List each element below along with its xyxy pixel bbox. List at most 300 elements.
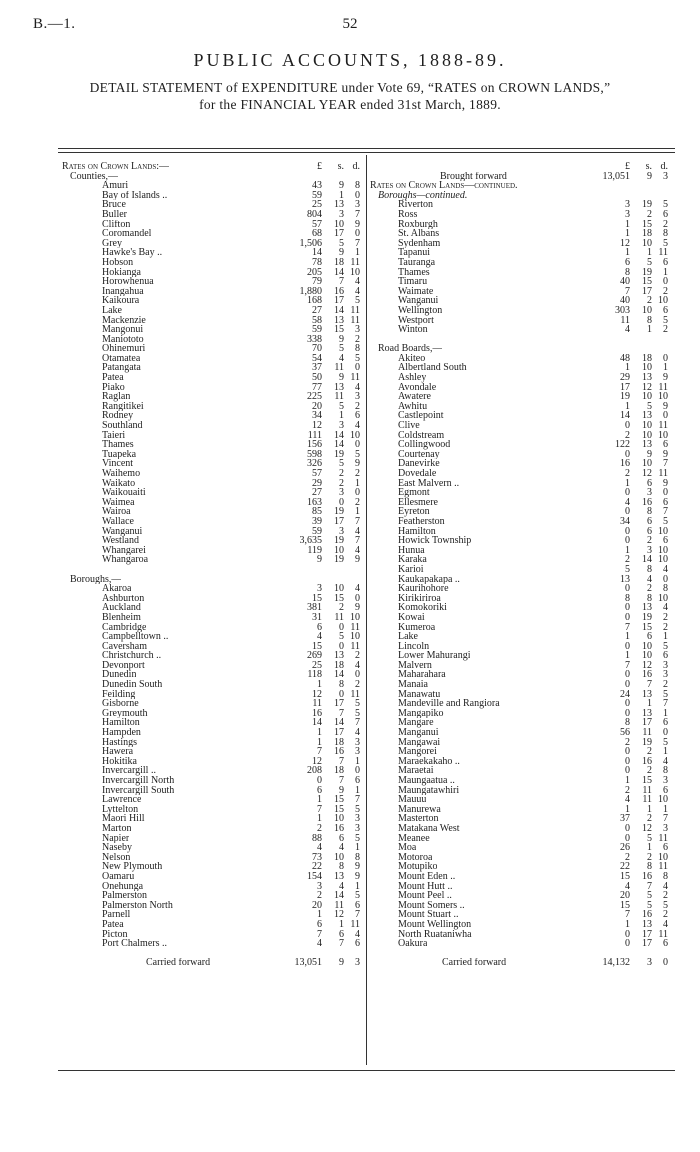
total-value: 13,051 bbox=[294, 957, 322, 969]
pence-value: 0 bbox=[663, 276, 668, 288]
pounds-value: 0 bbox=[625, 602, 630, 614]
table-row bbox=[370, 613, 678, 623]
pounds-value: 269 bbox=[307, 650, 322, 662]
pence-value: 1 bbox=[355, 784, 360, 796]
boroughs-continued-heading-label: Boroughs—continued. bbox=[378, 190, 468, 201]
pence-value: 1 bbox=[355, 477, 360, 489]
entry-name: Wairoa bbox=[102, 507, 131, 517]
table-row bbox=[370, 239, 678, 249]
table-row bbox=[62, 930, 370, 940]
shillings-value: 6 bbox=[647, 525, 652, 537]
shillings-value: 7 bbox=[339, 938, 344, 950]
table-row bbox=[62, 594, 370, 604]
pounds-value: 1 bbox=[625, 650, 630, 662]
pence-value: 7 bbox=[355, 794, 360, 806]
pounds-value: 20 bbox=[620, 890, 630, 902]
entry-name: Hawera bbox=[102, 747, 134, 757]
pence-value: 3 bbox=[355, 822, 360, 834]
pounds-value: 25 bbox=[312, 659, 322, 671]
entry-name: Hampden bbox=[102, 728, 141, 738]
shillings-value: 13 bbox=[334, 870, 344, 882]
pence-value: 2 bbox=[663, 909, 668, 921]
table-row bbox=[62, 651, 370, 661]
pence-value: 6 bbox=[663, 717, 668, 729]
pence-value: 5 bbox=[355, 890, 360, 902]
entry-name: Tuapeka bbox=[102, 449, 137, 460]
pence-value: 3 bbox=[355, 813, 360, 825]
pounds-value: 2 bbox=[625, 468, 630, 479]
entry-name: Greymouth bbox=[102, 708, 148, 719]
pence-value: 11 bbox=[350, 621, 360, 633]
shillings-value: 13 bbox=[642, 410, 652, 422]
entry-name: Kaikoura bbox=[102, 296, 140, 306]
table-row bbox=[62, 613, 370, 623]
shillings-value: 5 bbox=[339, 631, 344, 643]
table-row bbox=[370, 728, 678, 738]
table-row bbox=[62, 795, 370, 805]
table-top-rule bbox=[58, 148, 675, 149]
pounds-value: 7 bbox=[625, 909, 630, 921]
pounds-value: 3 bbox=[317, 583, 322, 595]
entry-name: Hokitika bbox=[102, 756, 137, 767]
pounds-value: 12 bbox=[312, 420, 322, 432]
table-row bbox=[62, 920, 370, 930]
entry-name: Port Chalmers .. bbox=[102, 939, 167, 949]
entry-name: Bay of Islands .. bbox=[102, 190, 168, 201]
pence-value: 10 bbox=[350, 266, 360, 278]
shillings-value: 14 bbox=[334, 669, 344, 681]
entry-name: Hobson bbox=[102, 257, 134, 268]
entry-name: Piako bbox=[102, 382, 125, 393]
entry-name: Manganui bbox=[398, 728, 439, 738]
entry-name: St. Albans bbox=[398, 229, 440, 239]
shillings-value: 1 bbox=[647, 842, 652, 854]
pence-value: 5 bbox=[663, 314, 668, 326]
shillings-value: 15 bbox=[334, 803, 344, 815]
pence-value: 6 bbox=[663, 535, 668, 547]
table-row bbox=[62, 220, 370, 230]
pence-value: 8 bbox=[663, 765, 668, 777]
shillings-value: 15 bbox=[334, 324, 344, 336]
pounds-value: 326 bbox=[307, 458, 322, 470]
entry-name: Howick Township bbox=[398, 536, 472, 546]
shillings-value: 1 bbox=[647, 247, 652, 259]
entry-name: Waihemo bbox=[102, 469, 141, 479]
pence-value: 4 bbox=[663, 563, 668, 575]
pence-value: 11 bbox=[658, 381, 668, 393]
table-row bbox=[62, 392, 370, 402]
pounds-value: 1 bbox=[625, 631, 630, 643]
table-row bbox=[370, 709, 678, 719]
entry-name: Mount Stuart .. bbox=[398, 910, 459, 920]
shillings-value: 5 bbox=[339, 343, 344, 355]
shillings-value: 2 bbox=[647, 208, 652, 220]
pence-value: 4 bbox=[355, 285, 360, 297]
pounds-value: 1 bbox=[317, 679, 322, 691]
shillings-value: 3 bbox=[339, 208, 344, 220]
entry-name: Mount Wellington bbox=[398, 919, 472, 930]
entry-name: Featherston bbox=[398, 516, 445, 527]
entry-name: Horowhenua bbox=[102, 277, 154, 287]
pence-value: 3 bbox=[663, 822, 668, 834]
pounds-value: 111 bbox=[307, 429, 322, 441]
entry-name: Patea bbox=[102, 373, 124, 383]
pounds-value: 79 bbox=[312, 276, 322, 288]
pence-value: 11 bbox=[658, 861, 668, 873]
pence-value: 1 bbox=[355, 880, 360, 892]
pence-value: 9 bbox=[663, 372, 668, 384]
pounds-value: 15 bbox=[312, 640, 322, 652]
pence-value: 2 bbox=[663, 679, 668, 691]
shillings-value: 13 bbox=[334, 650, 344, 662]
pounds-value: 0 bbox=[625, 707, 630, 719]
shillings-value: 16 bbox=[642, 669, 652, 681]
table-row bbox=[370, 411, 678, 421]
entry-name: Naseby bbox=[102, 843, 132, 853]
pounds-value: 0 bbox=[625, 487, 630, 499]
entry-name: Patea bbox=[102, 919, 124, 930]
entry-name: Tauranga bbox=[398, 257, 436, 268]
pounds-value: 0 bbox=[625, 420, 630, 432]
statement-subtitle-line1: DETAIL STATEMENT of EXPENDITURE under Vote 69, “RATES on CROWN LANDS,” bbox=[89, 80, 611, 95]
table-row bbox=[62, 335, 370, 345]
shillings-value: 11 bbox=[334, 611, 344, 623]
pence-value: 9 bbox=[355, 870, 360, 882]
pence-value: 0 bbox=[663, 727, 668, 739]
pence-value: 1 bbox=[355, 842, 360, 854]
pence-value: 6 bbox=[663, 496, 668, 508]
shillings-value: 8 bbox=[647, 861, 652, 873]
shillings-value: 2 bbox=[647, 583, 652, 595]
entry-name: East Malvern .. bbox=[398, 478, 460, 489]
entry-name: Albertland South bbox=[398, 363, 467, 374]
pence-value: 8 bbox=[355, 851, 360, 863]
pence-value: 11 bbox=[350, 314, 360, 326]
pounds-value: 34 bbox=[312, 410, 322, 422]
pounds-value: 2 bbox=[625, 851, 630, 863]
entry-name: Awatere bbox=[398, 392, 431, 402]
pounds-value: 0 bbox=[625, 535, 630, 547]
shillings-value: 13 bbox=[642, 707, 652, 719]
entry-name: Wallace bbox=[102, 516, 134, 527]
entry-name: Maraetai bbox=[398, 766, 434, 776]
pence-value: 0 bbox=[663, 410, 668, 422]
table-row bbox=[62, 277, 370, 287]
pounds-value: 6 bbox=[317, 918, 322, 930]
shillings-value: 10 bbox=[334, 583, 344, 595]
right-section-heading bbox=[370, 181, 678, 191]
pounds-value: 5 bbox=[625, 563, 630, 575]
pounds-value: 29 bbox=[312, 477, 322, 489]
table-row bbox=[370, 920, 678, 930]
entry-name: Manawatu bbox=[398, 689, 441, 700]
entry-name: Kirikiriroa bbox=[398, 593, 441, 604]
right-section-heading-label: Rates on Crown Lands—continued. bbox=[370, 181, 518, 191]
entry-name: Whangaroa bbox=[102, 555, 149, 565]
pence-value: 11 bbox=[658, 247, 668, 259]
shillings-value: 13 bbox=[642, 372, 652, 384]
shillings-value: 8 bbox=[647, 506, 652, 518]
shillings-value: 9 bbox=[339, 180, 344, 192]
entry-name: Waikouaiti bbox=[102, 488, 146, 498]
shillings-value: 17 bbox=[642, 717, 652, 729]
entry-name: Kumeroa bbox=[398, 622, 436, 633]
entry-name: Mount Peel .. bbox=[398, 891, 452, 901]
pence-value: 5 bbox=[355, 352, 360, 364]
pounds-value: 34 bbox=[620, 515, 630, 527]
pence-value: 4 bbox=[355, 381, 360, 393]
pence-value: 2 bbox=[355, 679, 360, 691]
pence-value: 9 bbox=[355, 861, 360, 873]
table-row bbox=[62, 488, 370, 498]
shillings-value: 11 bbox=[334, 362, 344, 374]
entry-name: Blenheim bbox=[102, 612, 141, 623]
pounds-value: 20 bbox=[312, 899, 322, 911]
boroughs-continued-heading bbox=[370, 191, 678, 201]
pence-value: 5 bbox=[355, 707, 360, 719]
pounds-value: 9 bbox=[317, 554, 322, 566]
table-row bbox=[62, 834, 370, 844]
pence-value: 4 bbox=[355, 928, 360, 940]
table-row bbox=[370, 843, 678, 853]
entry-name: Manaia bbox=[398, 680, 428, 690]
entry-name: Karaka bbox=[398, 555, 427, 565]
pounds-value: 156 bbox=[307, 439, 322, 451]
entry-name: Invercargill South bbox=[102, 785, 175, 796]
pence-value: 10 bbox=[658, 391, 668, 403]
shillings-value: 18 bbox=[642, 352, 652, 364]
shillings-value: 19 bbox=[642, 199, 652, 211]
total-value: 3 bbox=[663, 170, 668, 182]
left-section-heading: Rates on Crown Lands:— bbox=[62, 162, 170, 172]
entry-name: Waimea bbox=[102, 497, 135, 508]
table-row bbox=[370, 527, 678, 537]
pounds-value: 22 bbox=[620, 861, 630, 873]
pounds-value: 40 bbox=[620, 295, 630, 307]
entry-name: Hamilton bbox=[102, 718, 140, 729]
pounds-value: 54 bbox=[312, 352, 322, 364]
pence-value: 6 bbox=[663, 304, 668, 316]
pounds-value: 1 bbox=[317, 794, 322, 806]
pence-value: 5 bbox=[355, 295, 360, 307]
shillings-value: 15 bbox=[642, 621, 652, 633]
entry-name: Oamaru bbox=[102, 871, 135, 882]
pence-value: 6 bbox=[663, 938, 668, 950]
pence-value: 10 bbox=[350, 429, 360, 441]
pounds-value: 25 bbox=[312, 199, 322, 211]
table-row bbox=[62, 210, 370, 220]
table-row bbox=[62, 229, 370, 239]
table-row bbox=[370, 623, 678, 633]
table-row bbox=[370, 862, 678, 872]
table-row bbox=[370, 248, 678, 258]
entry-name: Christchurch .. bbox=[102, 651, 162, 661]
shillings-value: 10 bbox=[642, 420, 652, 432]
pence-value: 1 bbox=[663, 746, 668, 758]
entry-name: Coldstream bbox=[398, 430, 445, 441]
shillings-value: 12 bbox=[642, 659, 652, 671]
table-row bbox=[62, 757, 370, 767]
shillings-value: 19 bbox=[642, 736, 652, 748]
pounds-value: 225 bbox=[307, 391, 322, 403]
pounds-value: 4 bbox=[625, 880, 630, 892]
entry-name: Southland bbox=[102, 421, 143, 431]
pounds-value: 338 bbox=[307, 333, 322, 345]
shillings-value: 10 bbox=[642, 429, 652, 441]
pounds-value: 205 bbox=[307, 266, 322, 278]
pence-value: 2 bbox=[663, 218, 668, 230]
pence-value: 8 bbox=[355, 343, 360, 355]
shillings-value: 16 bbox=[334, 746, 344, 758]
entry-name: Lake bbox=[102, 305, 122, 316]
table-row bbox=[370, 325, 678, 335]
total-value: 9 bbox=[339, 957, 344, 969]
pounds-value: 15 bbox=[620, 899, 630, 911]
shillings-value: 8 bbox=[647, 592, 652, 604]
pounds-value: 1 bbox=[317, 909, 322, 921]
pence-value: 10 bbox=[658, 554, 668, 566]
table-row bbox=[370, 776, 678, 786]
pounds-value: 70 bbox=[312, 343, 322, 355]
pence-value: 6 bbox=[663, 842, 668, 854]
pence-value: 5 bbox=[663, 736, 668, 748]
pounds-value: 8 bbox=[625, 717, 630, 729]
table-row bbox=[62, 910, 370, 920]
pounds-value: 7 bbox=[625, 285, 630, 297]
shillings-value: 17 bbox=[334, 228, 344, 240]
pence-value: 3 bbox=[663, 775, 668, 786]
pounds-value: 22 bbox=[312, 861, 322, 873]
entry-name: Mount Somers .. bbox=[398, 900, 465, 911]
shillings-value: 3 bbox=[339, 487, 344, 499]
shillings-value: 1 bbox=[339, 410, 344, 422]
entry-name: Motupiko bbox=[398, 862, 438, 872]
pence-value: 2 bbox=[663, 621, 668, 633]
pence-value: 4 bbox=[663, 880, 668, 892]
table-row bbox=[62, 306, 370, 316]
shillings-value: 16 bbox=[642, 909, 652, 921]
table-row bbox=[62, 411, 370, 421]
entry-name: Dovedale bbox=[398, 469, 437, 479]
spacer bbox=[370, 949, 678, 959]
shillings-value: 7 bbox=[339, 775, 344, 786]
pounds-value: 27 bbox=[312, 487, 322, 499]
entry-name: Maungaatua .. bbox=[398, 776, 455, 786]
entry-name: Tapanui bbox=[398, 248, 431, 258]
shillings-value: 18 bbox=[642, 228, 652, 240]
table-row bbox=[370, 210, 678, 220]
pence-value: 7 bbox=[355, 535, 360, 547]
pence-value: 2 bbox=[355, 496, 360, 508]
pounds-value: 4 bbox=[625, 496, 630, 508]
shillings-value: 3 bbox=[339, 525, 344, 537]
pence-value: 10 bbox=[350, 631, 360, 643]
shillings-value: 9 bbox=[339, 247, 344, 259]
entry-name: Bruce bbox=[102, 200, 126, 210]
shillings-value: 14 bbox=[334, 304, 344, 316]
pence-value: 3 bbox=[355, 736, 360, 748]
table-row bbox=[370, 747, 678, 757]
pounds-value: 19 bbox=[620, 391, 630, 403]
pence-value: 11 bbox=[350, 918, 360, 930]
carried-forward-row bbox=[370, 958, 678, 968]
shillings-value: 18 bbox=[334, 659, 344, 671]
shillings-value: 15 bbox=[642, 775, 652, 786]
entry-name: Kaurihohore bbox=[398, 584, 449, 594]
entry-name: Mackenzie bbox=[102, 315, 146, 326]
shillings-value: 9 bbox=[339, 372, 344, 384]
table-row bbox=[370, 814, 678, 824]
pounds-value: 1 bbox=[625, 218, 630, 230]
shillings-value: 12 bbox=[642, 468, 652, 479]
statement-subtitle-line2: for the FINANCIAL YEAR ended 31st March, 1889. bbox=[199, 97, 501, 112]
pence-value: 6 bbox=[355, 410, 360, 422]
table-row bbox=[370, 766, 678, 776]
shillings-value: 5 bbox=[647, 890, 652, 902]
shillings-value: 2 bbox=[647, 851, 652, 863]
table-row bbox=[62, 584, 370, 594]
entry-name: Karioi bbox=[398, 564, 424, 575]
table-row bbox=[370, 536, 678, 546]
pence-value: 5 bbox=[355, 803, 360, 815]
pounds-value: 7 bbox=[317, 928, 322, 940]
pence-value: 5 bbox=[355, 832, 360, 844]
entry-name: Dunedin bbox=[102, 670, 137, 681]
shillings-value: 2 bbox=[647, 765, 652, 777]
entry-name: Campbelltown .. bbox=[102, 632, 169, 642]
entry-name: Kowai bbox=[398, 612, 425, 623]
table-row bbox=[62, 853, 370, 863]
pence-value: 6 bbox=[663, 256, 668, 268]
pence-value: 7 bbox=[663, 698, 668, 710]
spacer bbox=[62, 565, 370, 575]
pounds-value: 6 bbox=[317, 621, 322, 633]
shillings-value: 10 bbox=[642, 237, 652, 249]
entry-name: Maungatawhiri bbox=[398, 785, 460, 796]
entry-name: Amuri bbox=[102, 181, 129, 191]
entry-name: Westland bbox=[102, 536, 139, 546]
shillings-value: 10 bbox=[642, 458, 652, 470]
shillings-value: 5 bbox=[339, 400, 344, 412]
pence-value: 9 bbox=[663, 477, 668, 489]
pence-value: 8 bbox=[663, 583, 668, 595]
shillings-value: 18 bbox=[334, 765, 344, 777]
entry-name: Eyreton bbox=[398, 507, 430, 517]
table-row bbox=[370, 882, 678, 892]
table-row bbox=[370, 891, 678, 901]
entry-name: Ellesmere bbox=[398, 497, 438, 508]
shillings-value: 10 bbox=[334, 218, 344, 230]
pence-value: 4 bbox=[355, 276, 360, 288]
shillings-value: 19 bbox=[642, 611, 652, 623]
entry-name: Motoroa bbox=[398, 852, 433, 863]
entry-name: Ashley bbox=[398, 373, 427, 383]
entry-name: Invercargill .. bbox=[102, 766, 156, 776]
shillings-value: 16 bbox=[642, 870, 652, 882]
shillings-value: 0 bbox=[339, 640, 344, 652]
table-row bbox=[370, 287, 678, 297]
pence-value: 0 bbox=[355, 487, 360, 499]
pounds-value: 14 bbox=[312, 247, 322, 259]
pounds-value: 4 bbox=[317, 631, 322, 643]
shillings-value: 11 bbox=[642, 727, 652, 739]
entry-name: Hokianga bbox=[102, 267, 141, 278]
pounds-value: 24 bbox=[620, 688, 630, 700]
pence-value: 4 bbox=[355, 525, 360, 537]
entry-name: Westport bbox=[398, 315, 434, 326]
table-row bbox=[370, 738, 678, 748]
pounds-value: 12 bbox=[312, 755, 322, 767]
